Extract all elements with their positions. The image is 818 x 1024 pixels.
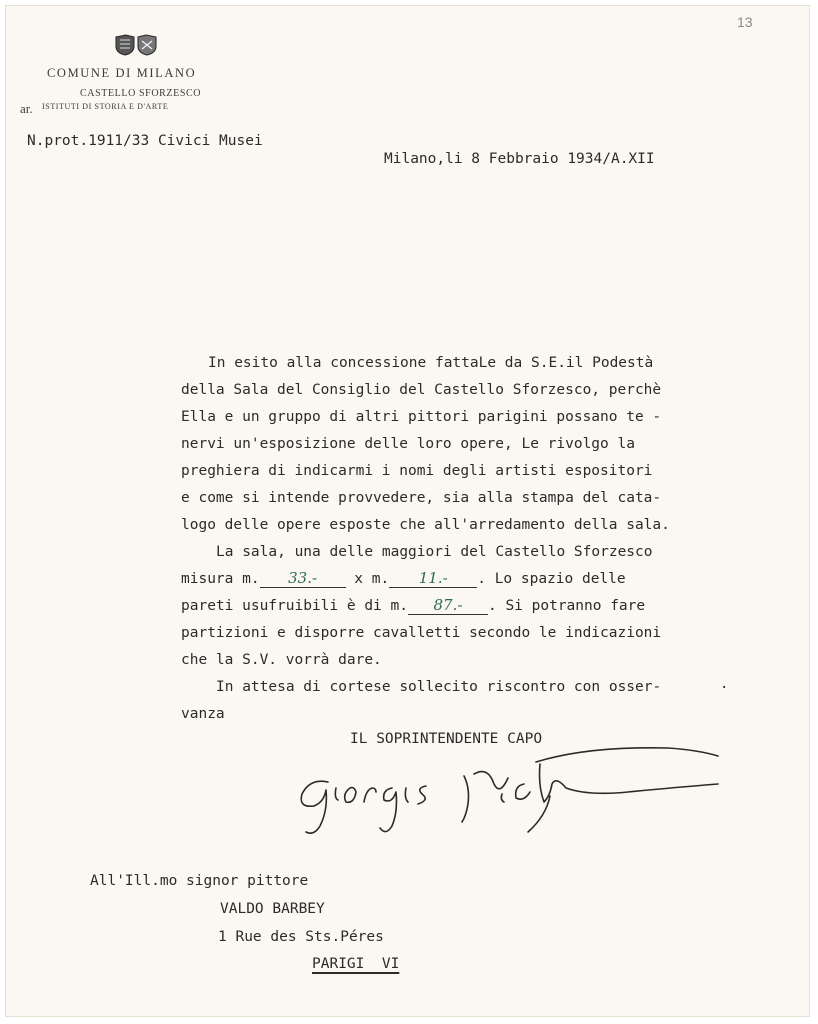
body-line: logo delle opere esposte che all'arredamento della sala. [181, 517, 670, 533]
body-line: vanza [181, 706, 225, 722]
body-line-measures [181, 571, 626, 588]
body-line-wall-space [181, 598, 645, 615]
ink-dot: · [720, 680, 729, 696]
room-length-value: 33.- [288, 569, 318, 587]
recipient-street: 1 Rue des Sts.Péres [218, 929, 384, 945]
recipient-name: VALDO BARBEY [220, 901, 325, 917]
wall-space-label: pareti usufruibili è di m. [181, 598, 408, 614]
body-line: partizioni e disporre cavalletti secondo le indicazioni [181, 625, 662, 641]
body-line: e come si intende provvedere, sia alla stampa del cata- [181, 490, 662, 506]
body-line: La sala, una delle maggiori del Castello Sforzesco [216, 544, 653, 560]
coat-of-arms-icon [114, 34, 158, 56]
handwritten-signature [288, 736, 728, 846]
wall-space-value: 87.- [433, 596, 463, 614]
letterhead-prefix: ar. [20, 101, 33, 116]
body-line: In esito alla concessione fattaLe da S.E.il Podestà [208, 355, 654, 371]
letterhead-subtitle: CASTELLO SFORZESCO [80, 88, 202, 99]
measure-label: x m. [345, 571, 390, 587]
body-line: nervi un'esposizione delle loro opere, Le rivolgo la [181, 436, 635, 452]
body-line: della Sala del Consiglio del Castello Sforzesco, perchè [181, 382, 662, 398]
signatory-title: IL SOPRINTENDENTE CAPO [350, 731, 543, 747]
wall-space-label: . Si potranno fare [487, 598, 646, 614]
recipient-salutation: All'Ill.mo signor pittore [90, 873, 309, 889]
letterhead-title: COMUNE DI MILANO [47, 66, 197, 80]
body-line: preghiera di indicarmi i nomi degli artisti espositori [181, 463, 653, 479]
protocol-number: N.prot.1911/33 Civici Musei [27, 133, 263, 149]
room-width-value: 11.- [418, 569, 448, 587]
body-line: Ella e un gruppo di altri pittori parigini possano te - [181, 409, 662, 425]
recipient-city: PARIGI VI [312, 956, 400, 972]
date-line: Milano,li 8 Febbraio 1934/A.XII [384, 151, 655, 167]
body-line: che la S.V. vorrà dare. [181, 652, 382, 668]
body-line: In attesa di cortese sollecito riscontro con osser- [216, 679, 662, 695]
measure-label: misura m. [181, 571, 260, 587]
measure-label: . Lo spazio delle [477, 571, 626, 587]
letterhead-institutes: ISTITUTI DI STORIA E D'ARTE [42, 102, 169, 111]
archive-number: 13 [737, 14, 753, 30]
